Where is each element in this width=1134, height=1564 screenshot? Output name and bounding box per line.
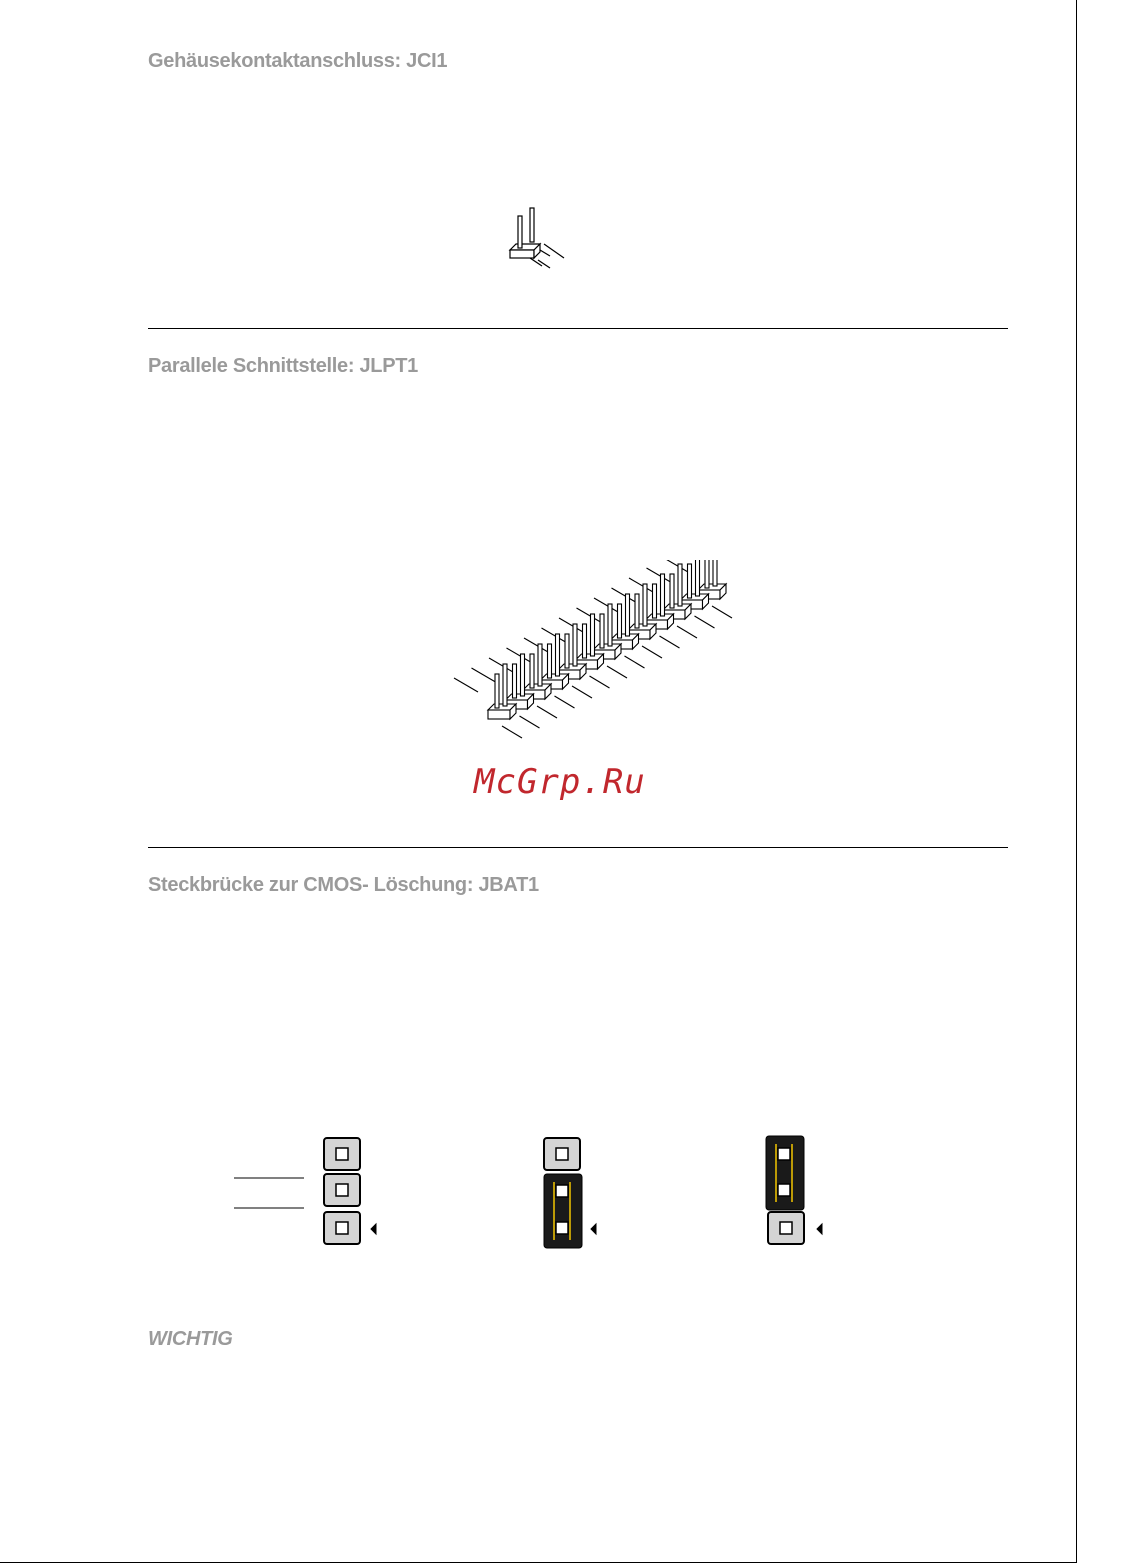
important-heading: WICHTIG [148, 1328, 233, 1350]
jlpt1-heading: Parallele Schnittstelle: JLPT1 [148, 355, 418, 377]
jumper-cap-upper [766, 1136, 822, 1244]
jci1-connector-diagram [500, 200, 580, 280]
jbat1-heading: Steckbrücke zur CMOS- Löschung: JBAT1 [148, 874, 539, 896]
watermark-text: McGrp.Ru [474, 762, 646, 802]
page-frame-bottom [0, 1562, 1077, 1563]
page-frame-right [1076, 0, 1077, 1562]
jci1-heading: Gehäusekontaktanschluss: JCI1 [148, 50, 448, 72]
jumper-no-cap [234, 1138, 376, 1244]
divider-2 [148, 847, 1008, 848]
jlpt1-connector-diagram [440, 560, 760, 760]
jumper-cap-lower [544, 1138, 596, 1248]
divider-1 [148, 328, 1008, 329]
jbat1-jumper-diagrams [230, 1130, 850, 1255]
